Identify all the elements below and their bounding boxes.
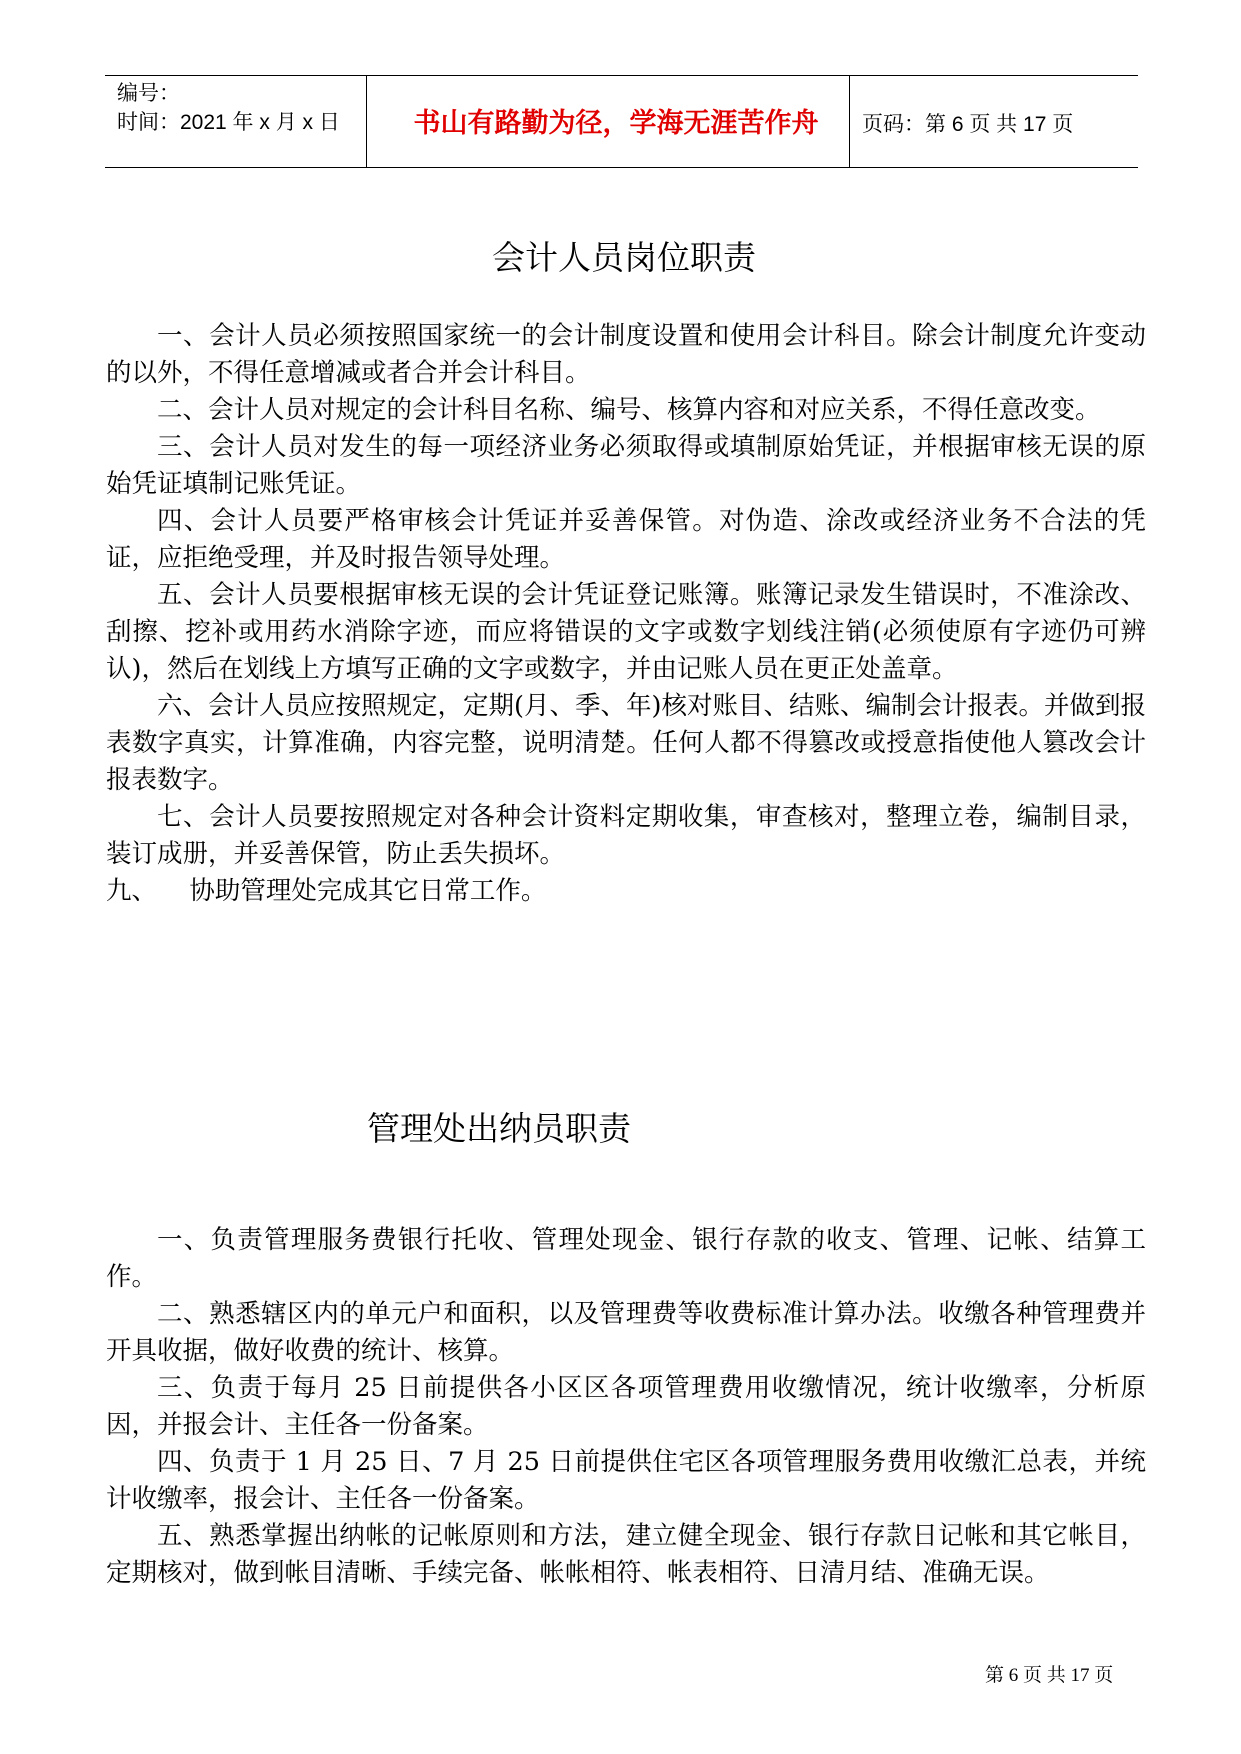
header-top-rule (105, 75, 1138, 76)
section-title-cashier: 管理处出纳员职责 (367, 1109, 631, 1148)
paragraph: 五、会计人员要根据审核无误的会计凭证登记账簿。账簿记录发生错误时，不准涂改、刮擦、挖补或用药水消除字迹，而应将错误的文字或数字划线注销(必须使原有字迹仍可辨认)，然后在划线上方填写正确的文字或数字，并由记账人员在更正处盖章。 (106, 580, 1146, 684)
header-motto: 书山有路勤为径，学海无涯苦作舟 (413, 108, 819, 139)
paragraph-item-nine: 九、 协助管理处完成其它日常工作。 (106, 876, 547, 906)
paragraph: 三、负责于每月 25 日前提供各小区区各项管理费用收缴情况，统计收缴率，分析原因，并报会计、主任各一份备案。 (106, 1373, 1146, 1440)
paragraph: 五、熟悉掌握出纳帐的记帐原则和方法，建立健全现金、银行存款日记帐和其它帐目，定期核对，做到帐目清晰、手续完备、帐帐相符、帐表相符、日清月结、准确无误。 (106, 1521, 1146, 1588)
paragraph: 七、会计人员要按照规定对各种会计资料定期收集，审查核对，整理立卷，编制目录，装订成册，并妥善保管，防止丢失损坏。 (106, 802, 1146, 869)
paragraph: 三、会计人员对发生的每一项经济业务必须取得或填制原始凭证，并根据审核无误的原始凭证填制记账凭证。 (106, 432, 1146, 499)
header-divider-left (366, 75, 367, 168)
document-number-label: 编号： (117, 82, 180, 105)
paragraph: 六、会计人员应按照规定，定期(月、季、年)核对账目、结账、编制会计报表。并做到报表数字真实，计算准确，内容完整，说明清楚。任何人都不得篡改或授意指使他人篡改会计报表数字。 (106, 691, 1146, 795)
footer-page-info: 第 6 页 共 17 页 (985, 1665, 1114, 1686)
paragraph: 四、会计人员要严格审核会计凭证并妥善保管。对伪造、涂改或经济业务不合法的凭证，应拒绝受理，并及时报告领导处理。 (106, 506, 1146, 573)
paragraph: 一、负责管理服务费银行托收、管理处现金、银行存款的收支、管理、记帐、结算工作。 (106, 1225, 1146, 1292)
section-body-cashier (106, 1222, 1146, 1592)
paragraph: 二、会计人员对规定的会计科目名称、编号、核算内容和对应关系，不得任意改变。 (157, 395, 1101, 425)
section-title-accountant: 会计人员岗位职责 (492, 238, 756, 277)
paragraph: 二、熟悉辖区内的单元户和面积，以及管理费等收费标准计算办法。收缴各种管理费并开具收据，做好收费的统计、核算。 (106, 1299, 1146, 1366)
paragraph: 四、负责于 1 月 25 日、7 月 25 日前提供住宅区各项管理服务费用收缴汇总表，并统计收缴率，报会计、主任各一份备案。 (106, 1447, 1146, 1514)
section-body-accountant (106, 318, 1146, 910)
paragraph: 一、会计人员必须按照国家统一的会计制度设置和使用会计科目。除会计制度允许变动的以外，不得任意增减或者合并会计科目。 (106, 321, 1146, 388)
document-time-label: 时间：2021 年 x 月 x 日 (117, 111, 340, 134)
header-page-info: 页码：第 6 页 共 17 页 (862, 113, 1074, 136)
header-bottom-rule (105, 167, 1138, 168)
